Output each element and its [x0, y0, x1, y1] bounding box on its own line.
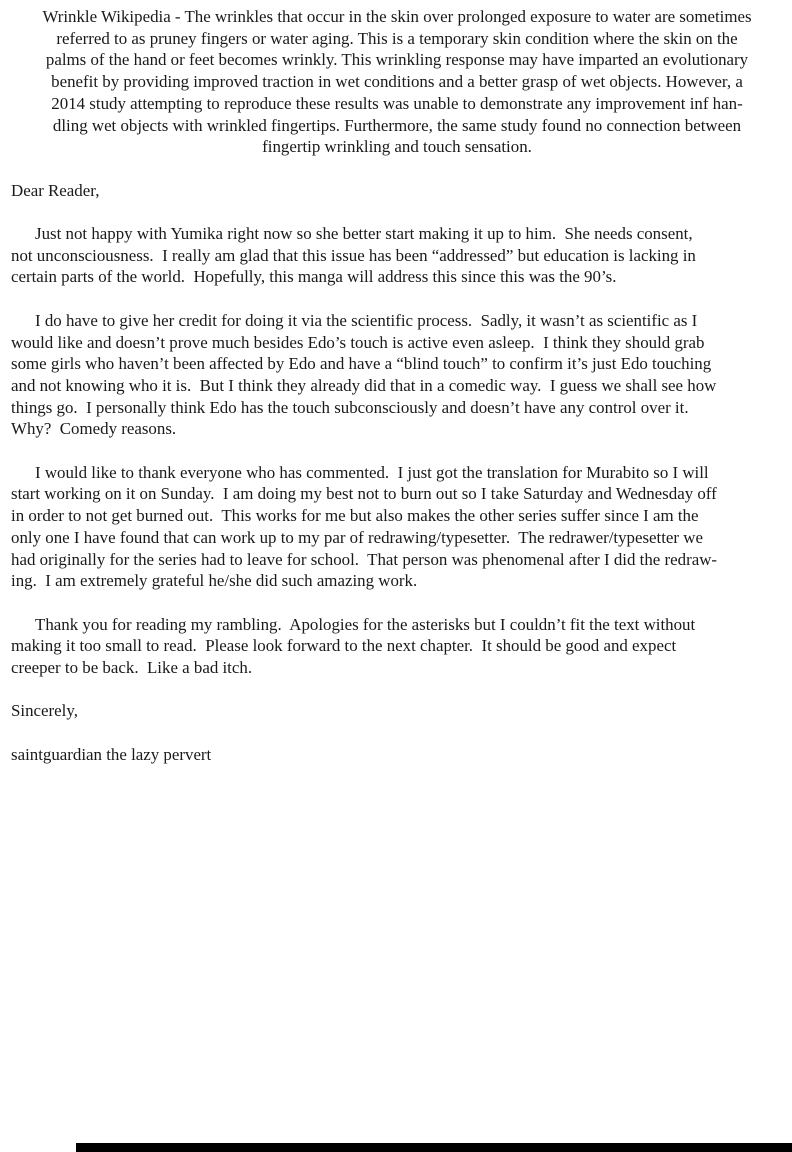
body-paragraph: [11, 223, 783, 288]
paragraph-line: 2014 study attempting to reproduce these results was unable to demonstrate any improvement inf han-: [51, 93, 743, 113]
paragraph-line: not unconsciousness. I really am glad that this issue has been “addressed” but education is lacking in: [11, 245, 696, 265]
paragraph-line: creeper to be back. Like a bad itch.: [11, 658, 253, 678]
body-paragraphs: [11, 223, 783, 679]
paragraph-line: Wrinkle Wikipedia - The wrinkles that occur in the skin over prolonged exposure to water are sometimes: [42, 7, 752, 26]
paragraph-line: in order to not get burned out. This works for me but also makes the other series suffer since I am the: [11, 506, 699, 526]
header-paragraph: [11, 6, 783, 158]
closing: Sincerely,: [11, 701, 78, 721]
body-paragraph: [11, 310, 783, 440]
paragraph-line: I do have to give her credit for doing it via the scientific process. Sadly, it wasn’t as scientific as I: [35, 310, 698, 330]
paragraph-line: benefit by providing improved traction in wet conditions and a better grasp of wet objects. However, a: [51, 72, 743, 92]
scan-artifact-bar: [76, 1143, 792, 1152]
paragraph-line: Why? Comedy reasons.: [11, 419, 177, 439]
paragraph-line: certain parts of the world. Hopefully, this manga will address this since this was the 90’s.: [11, 267, 617, 287]
signature: saintguardian the lazy pervert: [11, 744, 212, 764]
paragraph-line: Thank you for reading my rambling. Apologies for the asterisks but I couldn’t fit the text without: [35, 614, 696, 634]
paragraph-line: I would like to thank everyone who has commented. I just got the translation for Murabito so I will: [35, 462, 709, 482]
paragraph-line: some girls who haven’t been affected by Edo and have a “blind touch” to confirm it’s just Edo touching: [11, 354, 712, 374]
paragraph-line: things go. I personally think Edo has the touch subconsciously and doesn’t have any control over it.: [11, 397, 689, 417]
paragraph-line: dling wet objects with wrinkled fingertips. Furthermore, the same study found no connection between: [52, 115, 742, 135]
body-paragraph: [11, 614, 783, 679]
body-paragraph: [11, 462, 783, 592]
paragraph-line: only one I have found that can work up to my par of redrawing/typesetter. The redrawer/typesetter we: [11, 527, 703, 547]
paragraph-line: Just not happy with Yumika right now so she better start making it up to him. She needs consent,: [35, 224, 693, 243]
paragraph-line: and not knowing who it is. But I think they already did that in a comedic way. I guess we shall see how: [11, 375, 717, 395]
paragraph-line: had originally for the series had to leave for school. That person was phenomenal after I did the redraw-: [11, 549, 718, 569]
paragraph-line: ing. I am extremely grateful he/she did such amazing work.: [11, 571, 418, 591]
document-content: [11, 6, 783, 766]
paragraph-line: would like and doesn’t prove much besides Edo’s touch is active even asleep. I think they should grab: [11, 332, 705, 352]
paragraph-line: making it too small to read. Please look forward to the next chapter. It should be good and expect: [11, 636, 677, 656]
paragraph-line: referred to as pruney fingers or water aging. This is a temporary skin condition where the skin on the: [56, 28, 738, 48]
salutation: Dear Reader,: [11, 180, 100, 200]
paragraph-line: palms of the hand or feet becomes wrinkly. This wrinkling response may have imparted an evolutionary: [45, 50, 749, 70]
paragraph-line: start working on it on Sunday. I am doing my best not to burn out so I take Saturday and Wednesday off: [11, 484, 717, 504]
paragraph-line: fingertip wrinkling and touch sensation.: [262, 137, 532, 157]
